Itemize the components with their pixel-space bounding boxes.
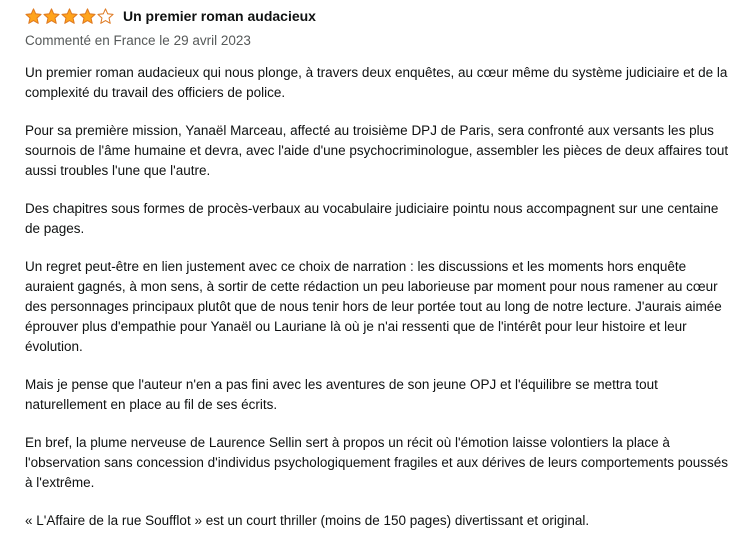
star-icon-filled [43, 8, 60, 24]
review-paragraph: « L'Affaire de la rue Soufflot » est un court thriller (moins de 150 pages) divertissant et original. [25, 513, 590, 528]
review-paragraph: Des chapitres sous formes de procès-verbaux au vocabulaire judiciaire pointu nous accompagnent sur une centaine de pages. [25, 201, 719, 236]
star-icon-empty [97, 8, 114, 24]
star-icon-filled [61, 8, 78, 24]
star-icon-filled [25, 8, 42, 24]
star-icon-filled [79, 8, 96, 24]
review-paragraph: Pour sa première mission, Yanaël Marceau, affecté au troisième DPJ de Paris, sera confronté aux versants les plus sournois de l'âme humaine et devra, avec l'aide d'une psychocriminologue, assembler les pièces de deux affaires tout aussi troubles l'une que l'autre. [25, 123, 729, 178]
review-paragraph: Mais je pense que l'auteur n'en a pas fini avec les aventures de son jeune OPJ et l'équilibre se mettra tout naturellement en place au fil de ses écrits. [25, 377, 658, 412]
review-paragraph: Un premier roman audacieux qui nous plonge, à travers deux enquêtes, au cœur même du système judiciaire et de la complexité du travail des officiers de police. [25, 65, 728, 100]
review-body [25, 63, 735, 531]
review-paragraph: Un regret peut-être en lien justement avec ce choix de narration : les discussions et les moments hors enquête auraient gagnés, à mon sens, à sortir de cette rédaction un peu laborieuse par moment pour nous ramener au cœur des personnages principaux plutôt que de nous tenir hors de leur portée tout au long de notre lecture. J'aurais aimée éprouver plus d'empathie pour Yanaël ou Lauriane là où je n'ai ressenti que de l'intérêt pour leur histoire et leur évolution. [25, 259, 722, 354]
star-rating [25, 8, 114, 24]
review-title-link[interactable]: Un premier roman audacieux [123, 8, 316, 24]
review-paragraph: En bref, la plume nerveuse de Laurence Sellin sert à propos un récit où l'émotion laisse volontiers la place à l'observation sans concession d'individus psychologiquement fragiles et aux dérives de leurs comportements poussés à l'extrême. [25, 435, 729, 490]
review-date: Commenté en France le 29 avril 2023 [25, 33, 251, 48]
review-header [25, 7, 735, 25]
